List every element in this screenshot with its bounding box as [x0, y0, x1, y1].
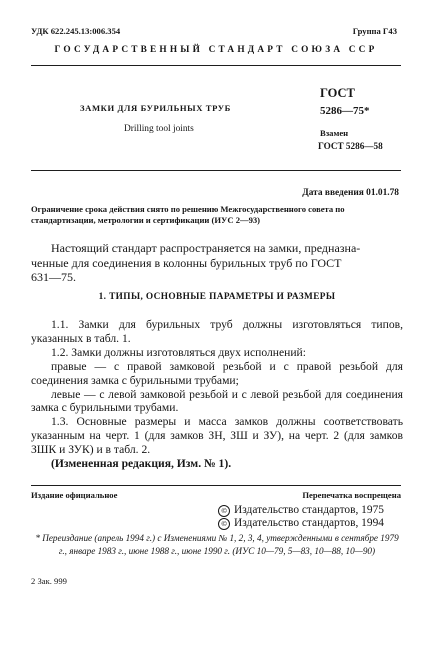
document-title-ru: ЗАМКИ ДЛЯ БУРИЛЬНЫХ ТРУБ: [80, 103, 231, 113]
gost-number: 5286—75*: [320, 105, 370, 117]
copyright-icon: ©: [218, 505, 230, 517]
section-heading: 1. ТИПЫ, ОСНОВНЫЕ ПАРАМЕТРЫ И РАЗМЕРЫ: [98, 292, 336, 302]
copyright-text: Издательство стандартов, 1994: [234, 517, 384, 529]
intro-line: Настоящий стандарт распространяется на замки, предназна-: [51, 241, 361, 255]
replaces-label: Взамен: [320, 128, 349, 138]
copyright-icon: ©: [218, 518, 230, 530]
gost-label: ГОСТ: [320, 86, 355, 100]
top-divider: [31, 65, 401, 66]
copyright-1975: [218, 504, 384, 517]
standard-title: ГОСУДАРСТВЕННЫЙ СТАНДАРТ СОЮЗА ССР: [54, 45, 378, 55]
title-divider: [31, 170, 401, 171]
clause-1-2: 1.2. Замки должны изготовляться двух исполнений:: [51, 345, 306, 359]
intro-line: 631—75.: [31, 270, 76, 284]
document-title-en: Drilling tool joints: [124, 124, 194, 134]
order-number: 2 Зак. 999: [31, 576, 67, 586]
amendment-note: (Измененная редакция, Изм. № 1).: [51, 457, 232, 471]
intro-paragraph: [31, 241, 403, 285]
clause-1-1: 1.1. Замки для бурильных труб должны изготовляться типов, указанных в табл. 1.: [31, 318, 403, 345]
udk-code: УДК 622.245.13:006.354: [31, 26, 121, 36]
section-body: [31, 318, 403, 471]
footer-divider: [31, 485, 401, 486]
replaced-standard: ГОСТ 5286—58: [318, 141, 383, 151]
clause-1-3: 1.3. Основные размеры и масса замков должны соответствовать указанным на черт. 1 (для замков ЗН, ЗШ и ЗУ), на черт. 2 (для замков ЗШК и ЗУК) и в табл. 2.: [31, 415, 403, 457]
reissue-note: * Переиздание (апрель 1994 г.) с Изменениями № 1, 2, 3, 4, утвержденными в сентябре 1979 г., январе 1983 г., июне 1988 г., июне 1990 г. (ИУС 10—79, 5—83, 10—88, 10—90): [35, 533, 399, 556]
copyright-text: Издательство стандартов, 1975: [234, 504, 384, 516]
clause-left-variant: левые — с левой замковой резьбой и с левой резьбой для соединения замка с бурильными трубами.: [31, 387, 403, 415]
introduction-date: Дата введения 01.01.78: [302, 188, 399, 198]
group-code: Группа Г43: [352, 26, 397, 36]
copyright-1994: [218, 517, 384, 530]
clause-right-variant: правые — с правой замковой резьбой и с правой резьбой для соединения замка с бурильными трубами;: [31, 359, 403, 387]
reprint-notice: Перепечатка воспрещена: [302, 490, 401, 500]
official-edition: Издание официальное: [31, 490, 118, 500]
intro-line: ченные для соединения в колонны бурильных труб по ГОСТ: [31, 255, 342, 270]
restriction-note: Ограничение срока действия снято по решению Межгосударственного совета по стандартизации, метрологии и сертификации (ИУС 2—93): [31, 204, 345, 225]
